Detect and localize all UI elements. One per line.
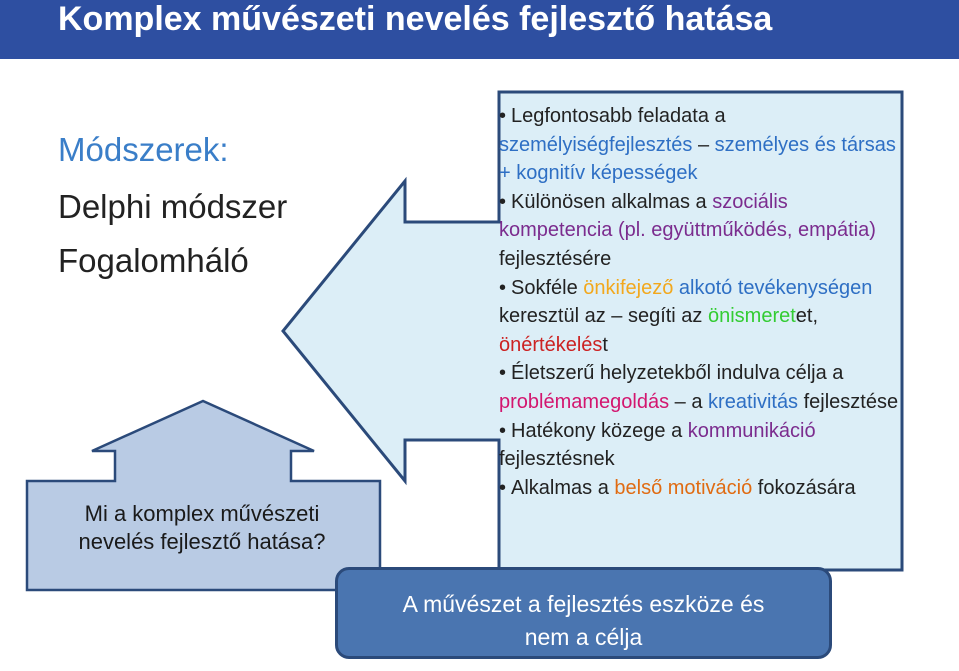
- bullet-5-text-end: fejlesztésnek: [499, 448, 615, 471]
- bullet-4-text-end: fejlesztése: [798, 390, 899, 413]
- bullet-3-text-end: t: [602, 333, 608, 356]
- question-line-1: Mi a komplex művészeti: [84, 501, 320, 526]
- bullet-5: [499, 417, 899, 474]
- bullet-1-text: Legfontosabb feladata a: [511, 105, 726, 127]
- bullet-3: [499, 274, 899, 360]
- bullet-6-text-end: fokozására: [752, 476, 856, 499]
- bullet-1: [499, 102, 899, 188]
- bullet-4-highlight-blue: kreativitás: [708, 390, 799, 413]
- bullet-5-text: Hatékony közege a: [511, 419, 688, 442]
- bullet-icon: •: [499, 419, 507, 442]
- bullet-4-highlight-magenta: problémamegoldás: [499, 390, 670, 413]
- bullet-icon: •: [499, 362, 507, 385]
- bullet-icon: •: [499, 476, 507, 499]
- bullet-1-dash: –: [692, 133, 715, 156]
- bullet-6-text: Alkalmas a: [511, 476, 615, 499]
- page-title: Komplex művészeti nevelés fejlesztő hatása: [58, 0, 773, 38]
- bullet-3-text: Sokféle: [511, 276, 584, 299]
- banner-text: [335, 588, 832, 654]
- bullet-4-dash: – a: [669, 390, 709, 413]
- bullet-2-text: Különösen alkalmas a: [511, 190, 713, 213]
- bullet-icon: •: [499, 276, 507, 299]
- banner-line-1: A művészet a fejlesztés eszköze és: [402, 591, 765, 617]
- bullet-icon: •: [499, 190, 507, 213]
- bullet-2-highlight: szociális kompetencia (pl. együttműködés, empátia): [499, 190, 876, 242]
- bullet-2-text-end: fejlesztésére: [499, 247, 612, 270]
- bullet-3-highlight-red: önértékelés: [499, 333, 603, 356]
- bullet-5-highlight: kommunikáció: [687, 419, 816, 442]
- bullet-3-highlight-green: önismeret: [707, 305, 796, 328]
- question-box-text: [38, 500, 366, 556]
- bullet-4-text: Életszerű helyzetekből indulva célja a: [511, 362, 844, 385]
- callout-text: [499, 102, 899, 502]
- bullet-3-highlight-blue: alkotó tevékenységen: [678, 276, 873, 299]
- method-concept-map: Fogalomháló: [58, 242, 249, 279]
- bullet-3-highlight-orange: önkifejező: [583, 276, 674, 299]
- bullet-6-highlight-2: motiváció: [667, 476, 753, 499]
- banner-line-2: nem a célja: [524, 624, 643, 650]
- question-up-arrow-shape: [27, 401, 380, 590]
- bullet-icon: •: [499, 105, 507, 127]
- bullet-1-highlight-2: személyes és társas + kognitív képességek: [499, 133, 896, 185]
- methods-heading: Módszerek:: [58, 131, 229, 168]
- bullet-3-text-mid: keresztül az – segíti az: [499, 305, 708, 328]
- bullet-6: [499, 474, 899, 503]
- bullet-2: [499, 188, 899, 274]
- method-delphi: Delphi módszer: [58, 188, 288, 225]
- bullet-1-highlight: személyiségfejlesztés: [499, 133, 693, 156]
- bullet-4: [499, 359, 899, 416]
- bullet-6-highlight-1: belső: [614, 476, 663, 499]
- question-line-2: nevelés fejlesztő hatása?: [78, 529, 326, 554]
- bullet-3-text-mid-2: et,: [795, 305, 819, 328]
